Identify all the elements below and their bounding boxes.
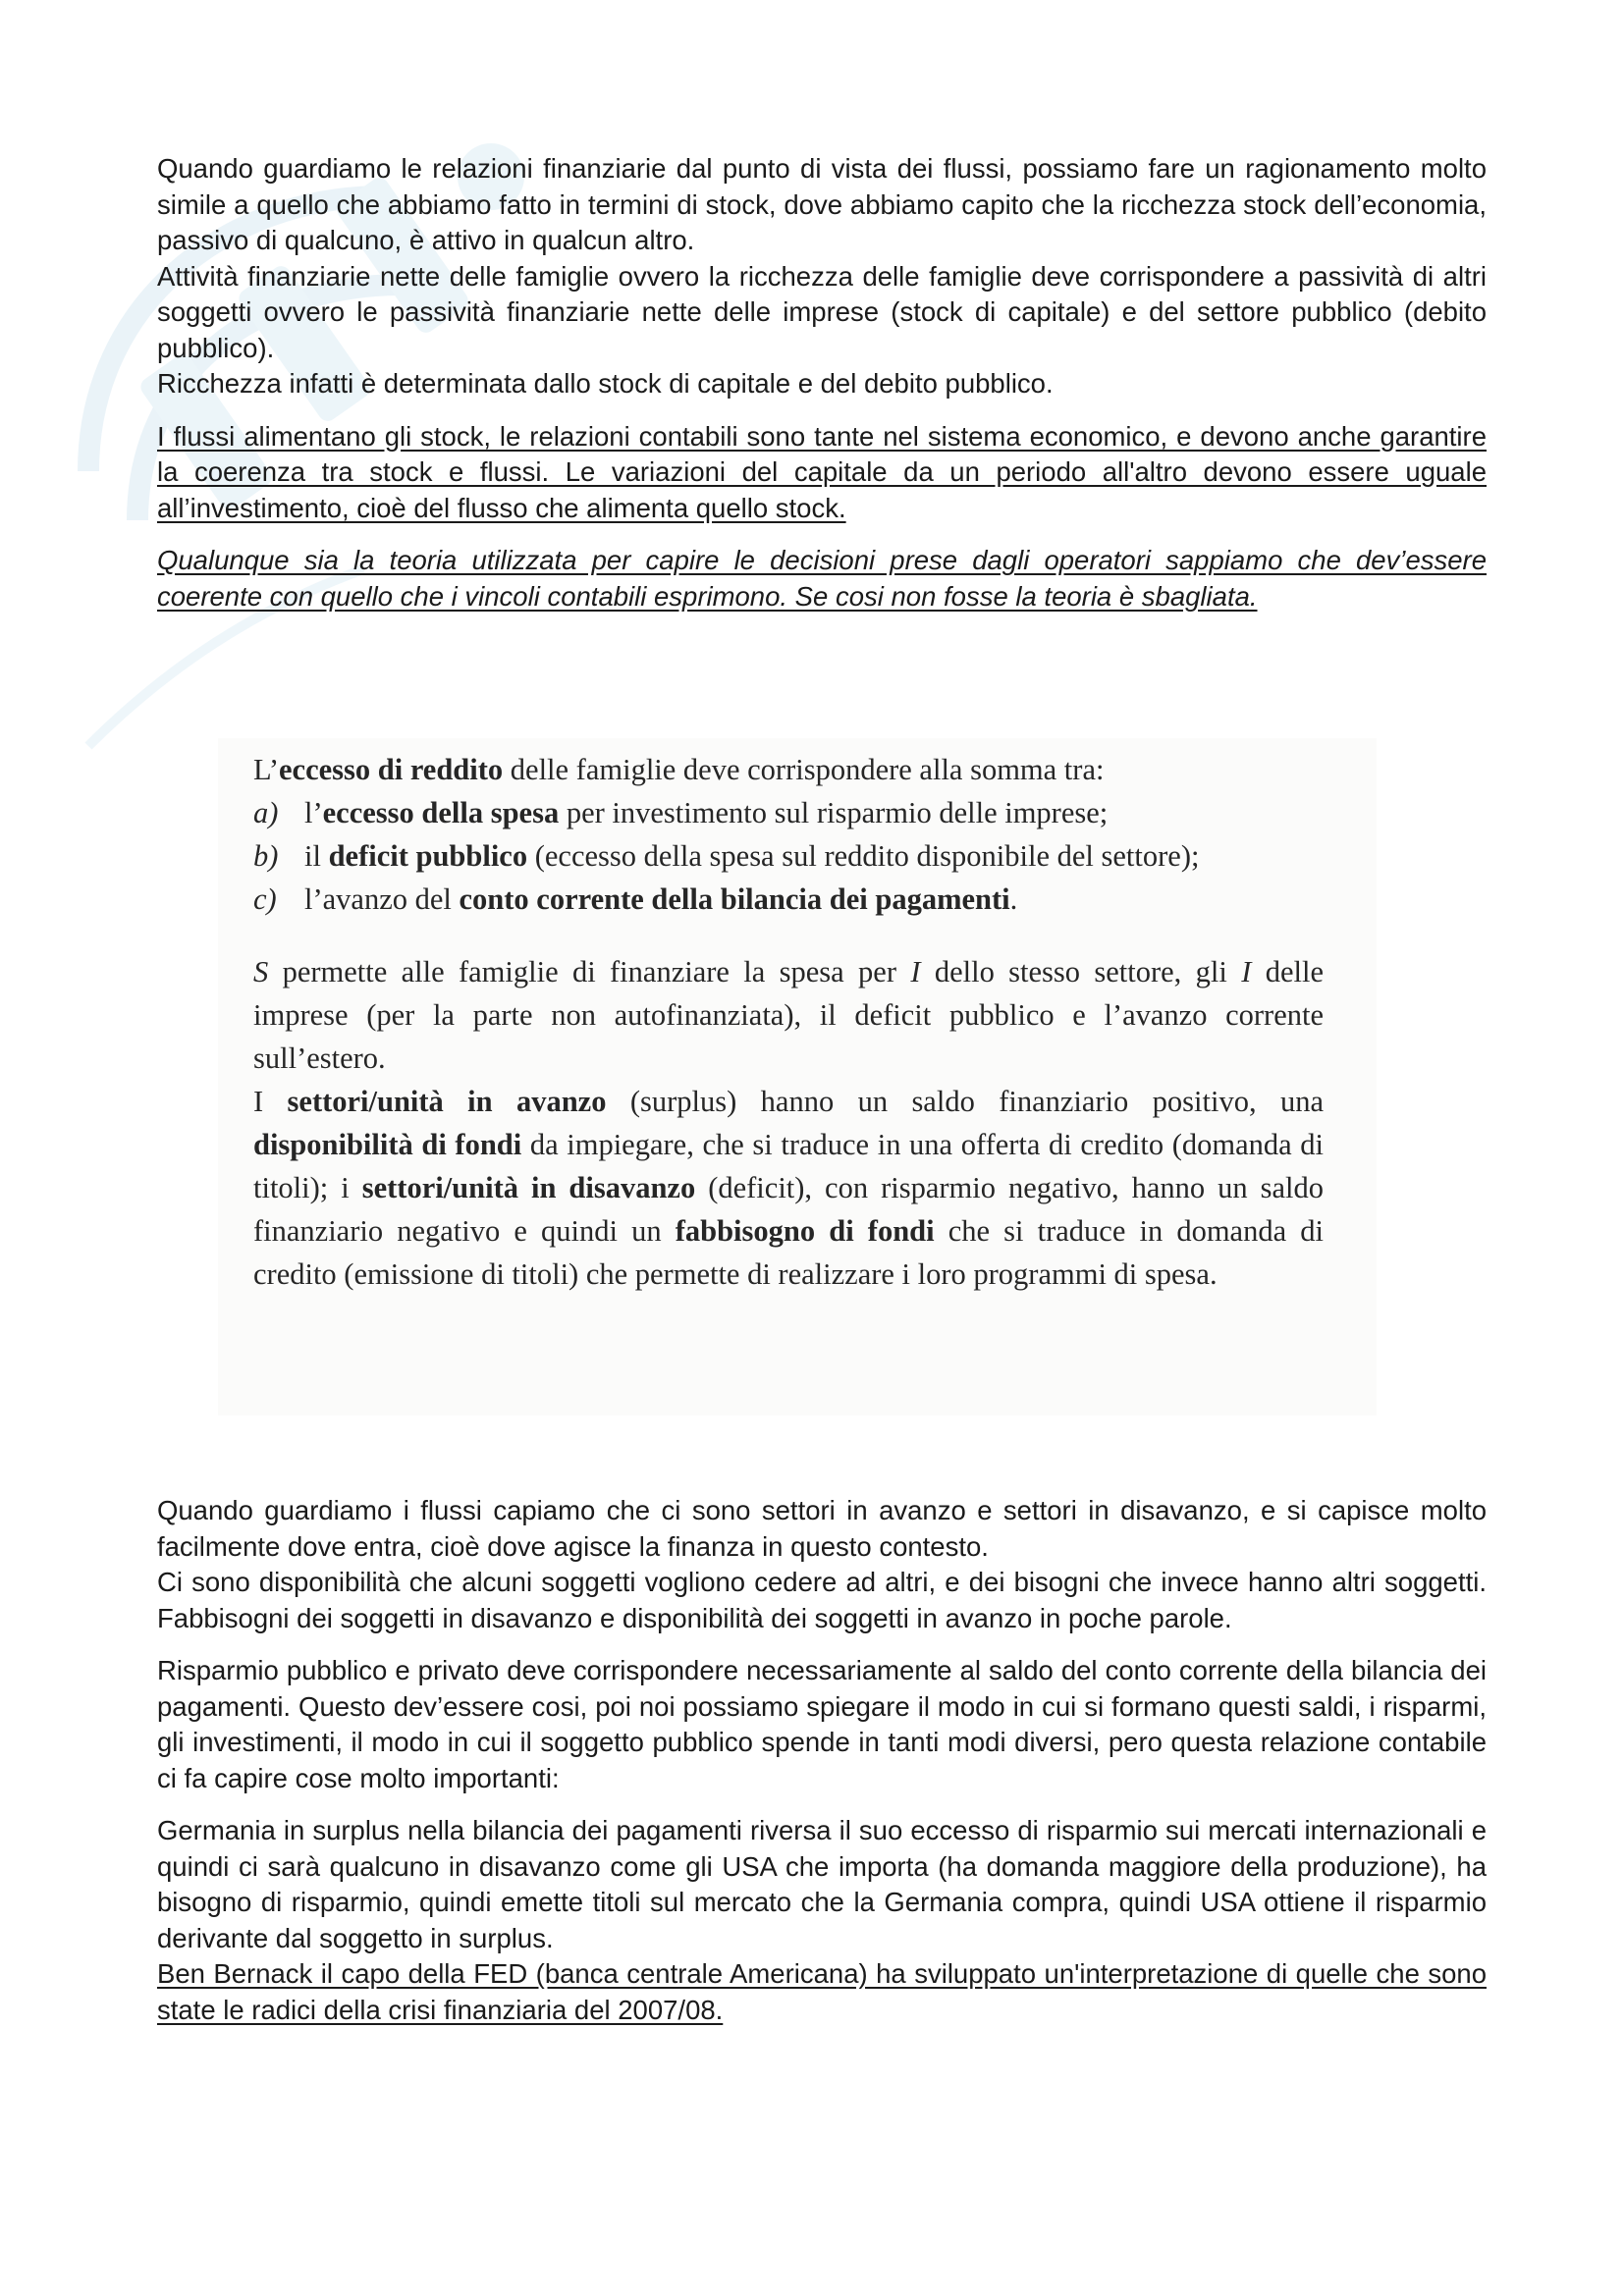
paragraph-household-assets: Attività finanziarie nette delle famiglie ovvero la ricchezza delle famiglie deve corrispondere a passività di altri soggetti ovvero le passività finanziarie nette delle imprese (stock di capitale) e del settore pubblico (debito pubblico). (157, 260, 1487, 363)
excerpt-lead: L’eccesso di reddito delle famiglie deve corrispondere alla somma tra: (253, 753, 1105, 786)
excerpt-savings-paragraph: S permette alle famiglie di finanziare la spesa per I dello stesso settore, gli I delle imprese (per la parte non autofinanziata), il deficit pubblico e l’avanzo corrente sull’estero. (253, 955, 1324, 1075)
paragraph-balance-of-payments: Risparmio pubblico e privato deve corrispondere necessariamente al saldo del conto corrente della bilancia dei pagamenti. Questo dev’essere cosi, poi noi possiamo spiegare il modo in cui si formano questi saldi, i risparmi, gli investimenti, il modo in cui il soggetto pubblico spende in tanti modi diversi, pero questa relazione contabile ci fa capire cose molto importanti: (157, 1655, 1487, 1793)
body-section (157, 1493, 1487, 2028)
excerpt-item-a: a) l’eccesso della spesa per investimento sul risparmio delle imprese; (253, 796, 1109, 829)
paragraph-flows-intro: Quando guardiamo le relazioni finanziarie dal punto di vista dei flussi, possiamo fare un ragionamento molto simile a quello che abbiamo fatto in termini di stock, dove abbiamo capito che la ricchezza stock dell’economia, passivo di qualcuno, è attivo in qualcun altro. (157, 153, 1487, 255)
intro-section (157, 151, 1487, 614)
excerpt-item-b: b) il deficit pubblico (eccesso della spesa sul reddito disponibile del settore); (253, 839, 1200, 873)
paragraph-wealth: Ricchezza infatti è determinata dallo stock di capitale e del debito pubblico. (157, 368, 1054, 399)
excerpt-sectors-paragraph: I settori/unità in avanzo (surplus) hanno un saldo finanziario positivo, una disponibilità di fondi da impiegare, che si traduce in una offerta di credito (domanda di titoli); i settori/unità in disavanzo (deficit), con risparmio negativo, hanno un saldo finanziario negativo e quindi un fabbisogno di fondi che si traduce in domanda di credito (emissione di titoli) che permette di realizzare i loro programmi di spesa. (253, 1085, 1324, 1291)
textbook-excerpt-image (218, 738, 1377, 1415)
paragraph-surplus-deficit: Quando guardiamo i flussi capiamo che ci sono settori in avanzo e settori in disavanzo, e si capisce molto facilmente dove entra, cioè dove agisce la finanza in questo contesto. (157, 1495, 1487, 1562)
paragraph-availability-needs: Ci sono disponibilità che alcuni soggetti vogliono cedere ad altri, e dei bisogni che invece hanno altri soggetti. Fabbisogni dei soggetti in disavanzo e disponibilità dei soggetti in avanzo in poche parole. (157, 1567, 1487, 1633)
excerpt-item-c: c) l’avanzo del conto corrente della bilancia dei pagamenti. (253, 882, 1018, 916)
paragraph-germany-usa: Germania in surplus nella bilancia dei pagamenti riversa il suo eccesso di risparmio sui mercati internazionali e quindi ci sarà qualcuno in disavanzo come gli USA che importa (ha domanda maggiore della produzione), ha bisogno di risparmio, quindi emette titoli sul mercato che la Germania compra, quindi USA ottiene il risparmio derivante dal soggetto in surplus. (157, 1815, 1487, 1953)
paragraph-stock-flow-coherence: I flussi alimentano gli stock, le relazioni contabili sono tante nel sistema economico, e devono anche garantire la coerenza tra stock e flussi. Le variazioni del capitale da un periodo all'altro devono essere uguale all’investimento, cioè del flusso che alimenta quello stock. (157, 420, 1487, 523)
paragraph-theory-consistency: Qualunque sia la teoria utilizzata per capire le decisioni prese dagli operatori sappiamo che dev’essere coerente con quello che i vincoli contabili esprimono. Se cosi non fosse la teoria è sbagliata. (157, 545, 1487, 612)
paragraph-bernanke: Ben Bernack il capo della FED (banca centrale Americana) ha sviluppato un'interpretazione di quelle che sono state le radici della crisi finanziaria del 2007/08. (157, 1958, 1487, 2025)
